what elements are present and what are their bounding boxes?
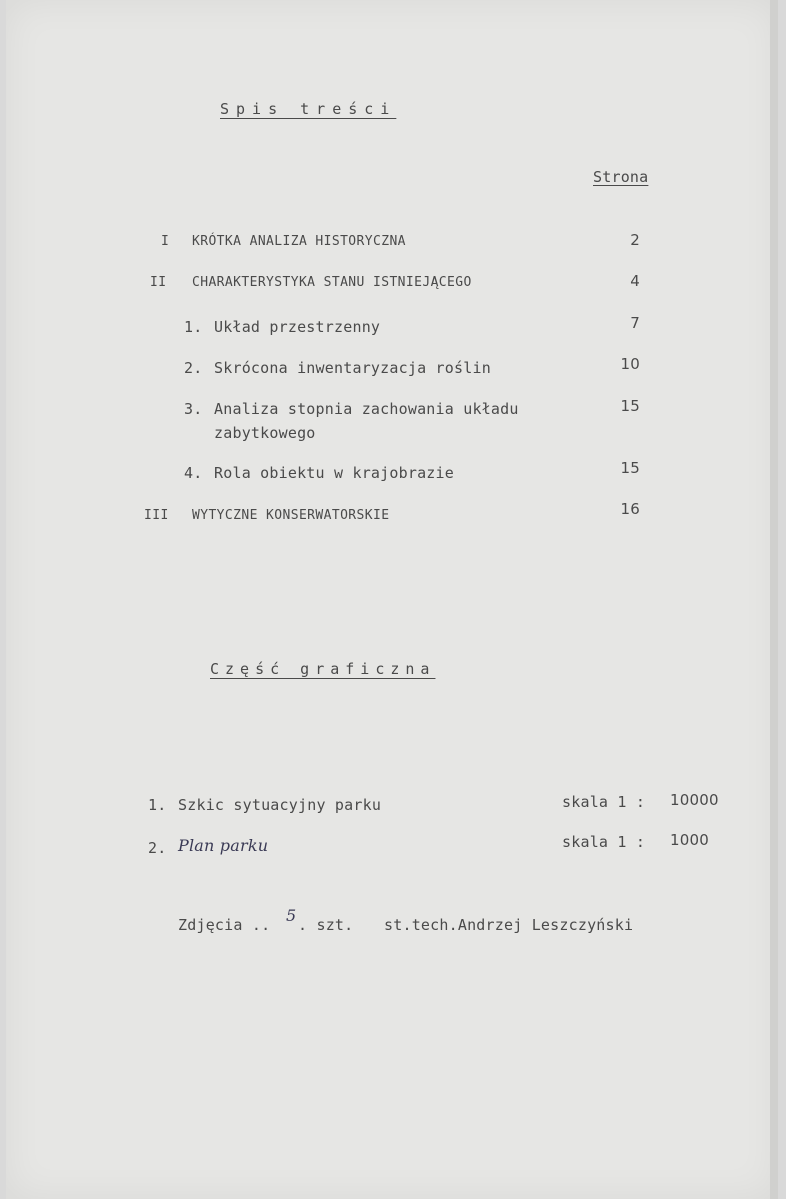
toc-page: 10 — [620, 355, 640, 373]
graphics-item-scale-value: 1000 — [670, 831, 709, 849]
toc-label: CHARAKTERYSTYKA STANU ISTNIEJĄCEGO — [192, 275, 472, 290]
toc-roman: II — [150, 275, 167, 290]
toc-page: 16 — [620, 500, 640, 518]
toc-label: Rola obiektu w krajobrazie — [214, 464, 454, 482]
toc-roman: 2. — [184, 359, 203, 377]
toc-page: 2 — [630, 231, 640, 249]
photos-suffix: . szt. — [298, 916, 354, 934]
page-title: Spis treści — [220, 100, 397, 118]
toc-label: Analiza stopnia zachowania układu — [214, 400, 519, 418]
graphics-item-scale-value: 10000 — [670, 791, 719, 809]
toc-page: 7 — [630, 314, 640, 332]
graphics-title: Część graficzna — [210, 660, 436, 678]
toc-roman: 3. — [184, 400, 203, 418]
toc-roman: 4. — [184, 464, 203, 482]
page-column-label: Strona — [593, 168, 649, 186]
graphics-item-scale-label: skala 1 : — [562, 793, 646, 811]
graphics-item-label: Szkic sytuacyjny parku — [178, 796, 382, 814]
document-page — [6, 0, 778, 1199]
toc-label: Układ przestrzenny — [214, 318, 381, 336]
toc-label: KRÓTKA ANALIZA HISTORYCZNA — [192, 234, 406, 249]
toc-roman: I — [161, 234, 170, 249]
graphics-item-label: Plan parku — [178, 836, 269, 855]
photos-count: 5 — [286, 906, 297, 925]
graphics-item-num: 1. — [148, 796, 167, 814]
page-spine — [770, 0, 778, 1199]
toc-page: 15 — [620, 397, 640, 415]
toc-label: Skrócona inwentaryzacja roślin — [214, 359, 491, 377]
toc-roman: 1. — [184, 318, 203, 336]
toc-page: 15 — [620, 459, 640, 477]
author-name: st.tech.Andrzej Leszczyński — [384, 916, 634, 934]
photos-prefix: Zdjęcia .. — [178, 916, 271, 934]
toc-page: 4 — [630, 272, 640, 290]
graphics-item-scale-label: skala 1 : — [562, 833, 646, 851]
toc-roman: III — [144, 508, 169, 523]
toc-label: WYTYCZNE KONSERWATORSKIE — [192, 508, 390, 523]
toc-label-continued: zabytkowego — [214, 424, 316, 442]
graphics-item-num: 2. — [148, 839, 167, 857]
